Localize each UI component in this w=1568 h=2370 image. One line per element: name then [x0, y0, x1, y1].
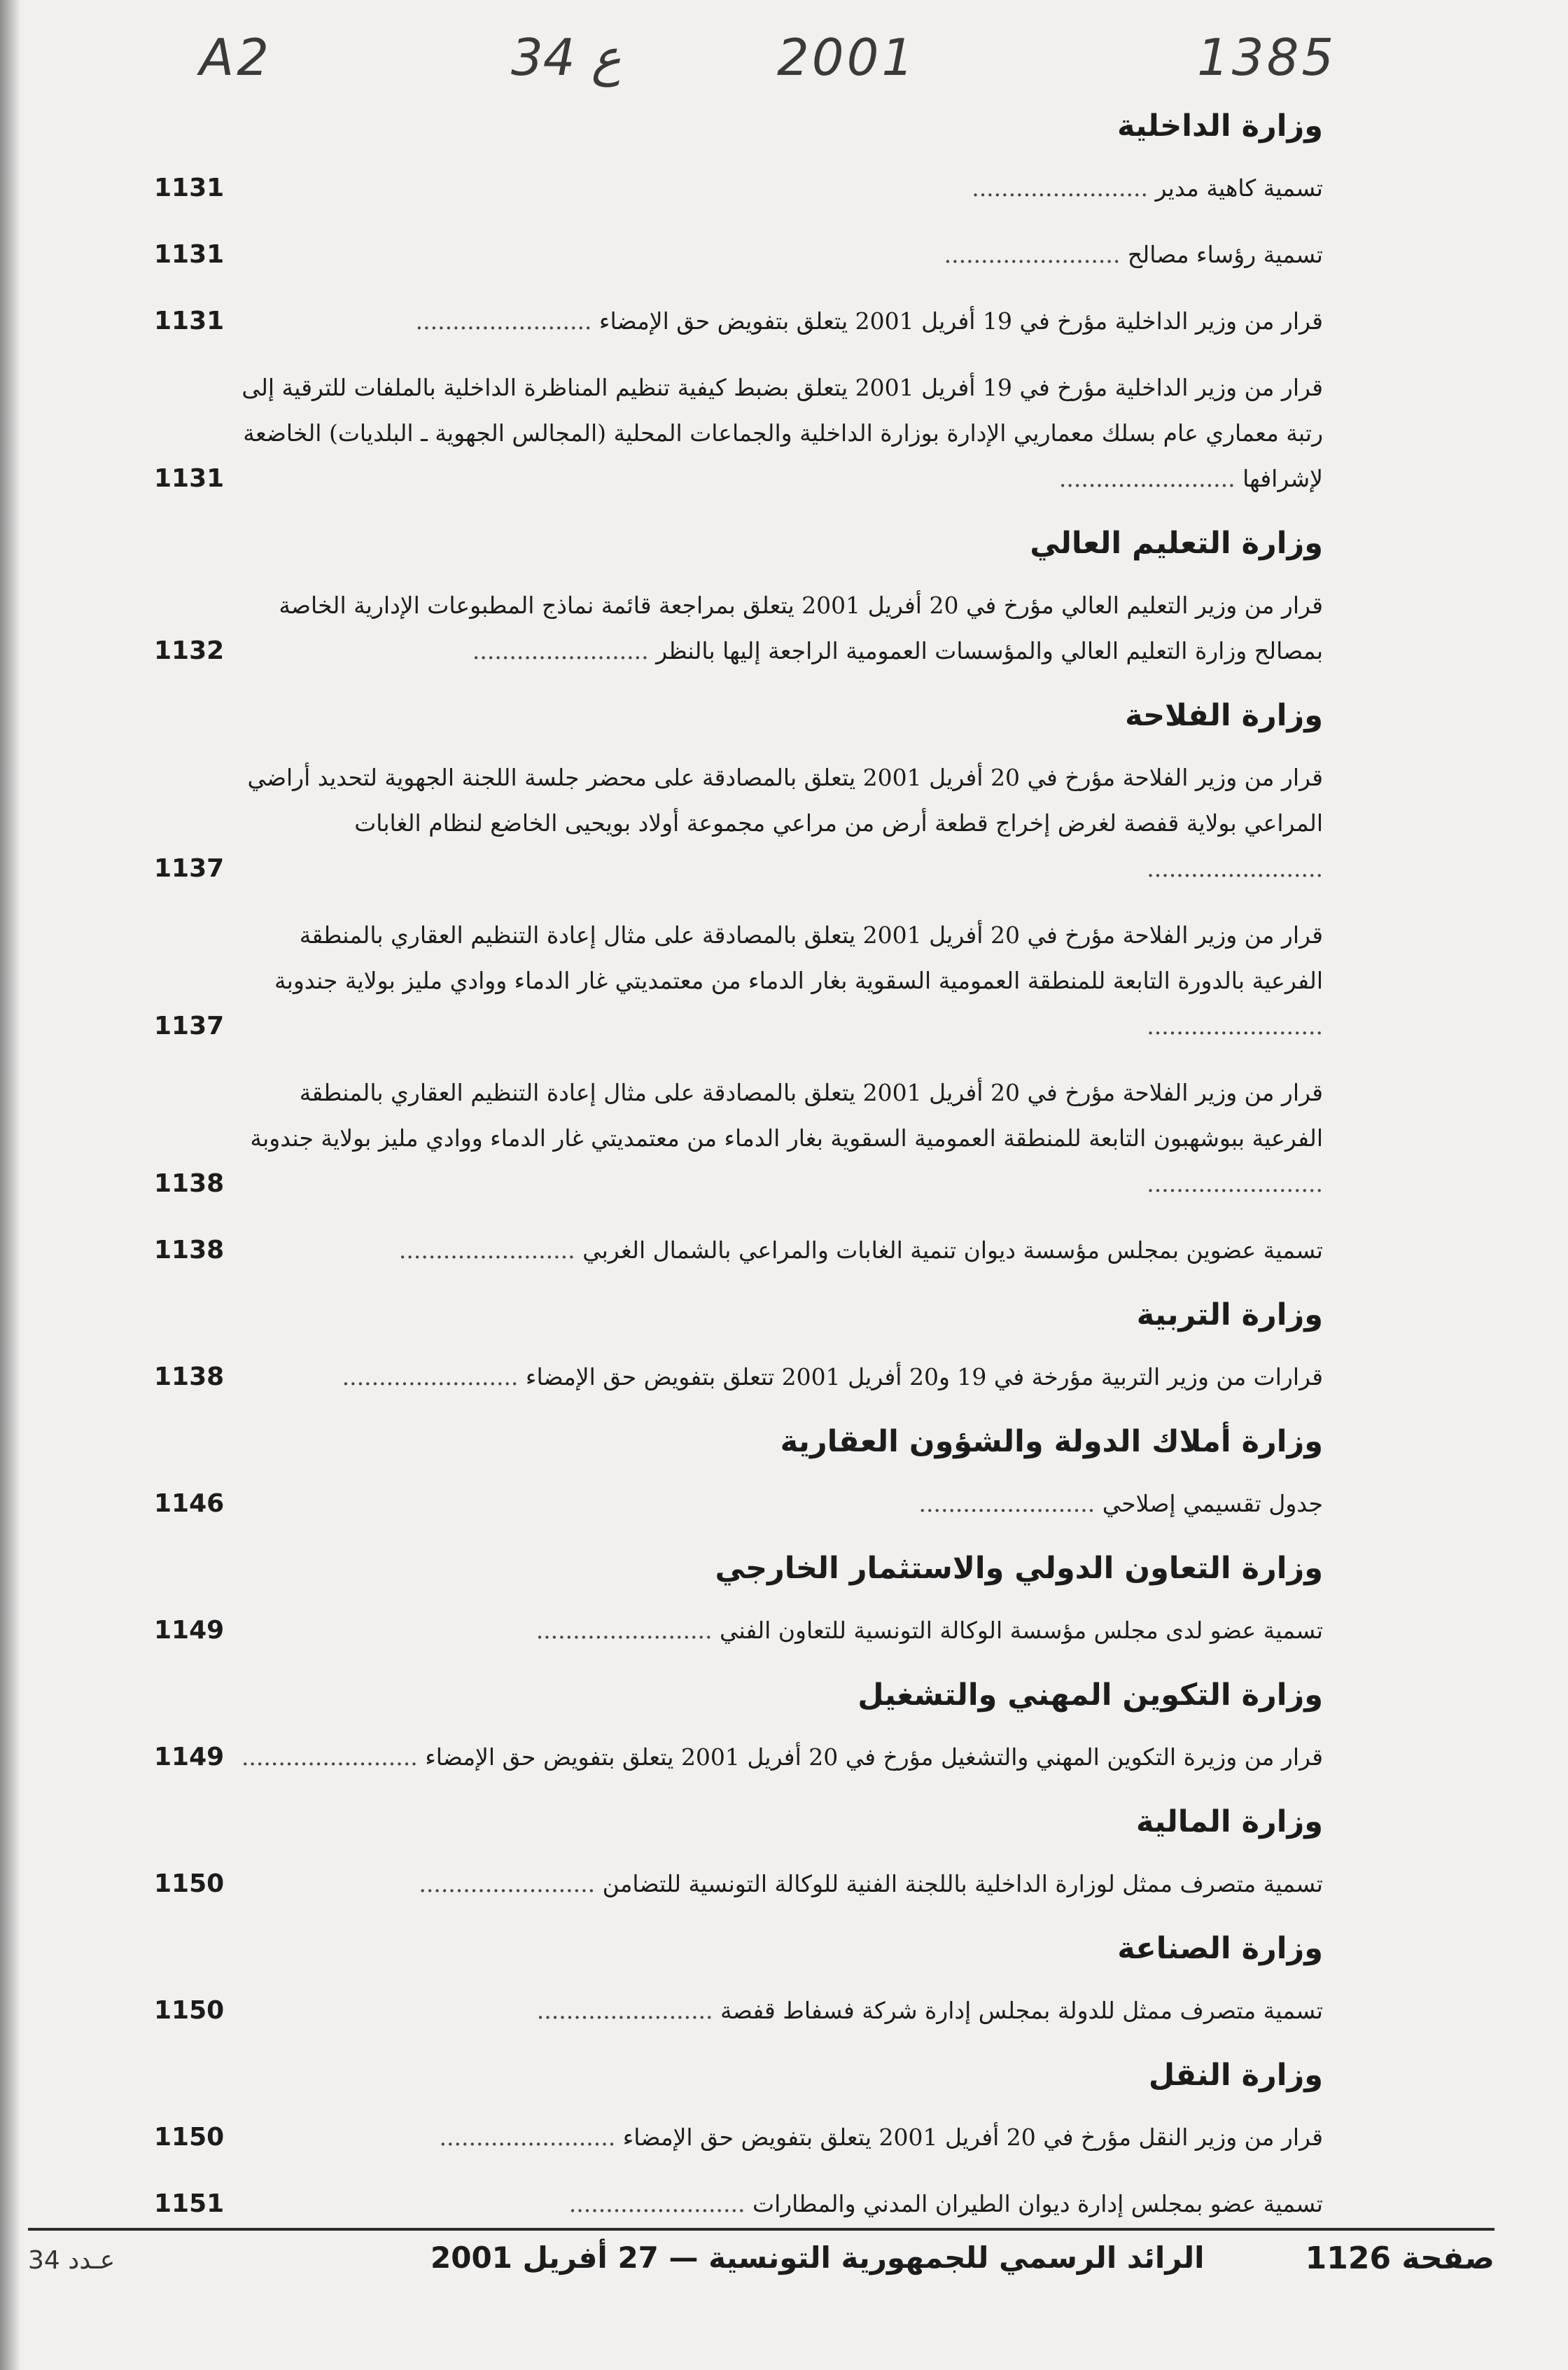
toc-entry — [154, 1481, 1323, 1526]
leader-dots: ........................ — [342, 1363, 526, 1390]
entry-title: قرار من وزير الفلاحة مؤرخ في 20 أفريل 2001 يتعلق بالمصادقة على مثال إعادة التنظيم العقاري بالمنطقة الفرعية بالدورة التابعة للمنطقة العمومية السقوية بغار الدماء من معتمديتي غار الدماء ووادي مليز بولاية جندوبة — [274, 921, 1323, 994]
toc-entry — [154, 1227, 1323, 1273]
leader-dots: ........................ — [1147, 1012, 1323, 1040]
entry-title: قرار من وزير الفلاحة مؤرخ في 20 أفريل 2001 يتعلق بالمصادقة على مثال إعادة التنظيم العقاري بالمنطقة الفرعية ببوشهبون التابعة للمنطقة العمومية السقوية بغار الدماء من معتمديتي غار الدماء ووادي مليز بولاية جندوبة — [250, 1079, 1323, 1152]
section-title: وزارة التعليم العالي — [1030, 526, 1323, 561]
leader-dots: ........................ — [1147, 855, 1323, 882]
entry-text — [238, 232, 1323, 277]
section-title: وزارة النقل — [1148, 2058, 1323, 2093]
handwritten-note-a: A2 — [200, 28, 272, 87]
entry-page-number: 1146 — [154, 1489, 225, 1518]
entry-title: قرار من وزير الداخلية مؤرخ في 19 أفريل 2001 يتعلق بضبط كيفية تنظيم المناظرة الداخلية بالملفات للترقية إلى رتبة معماري عام بسلك معماريي الإدارة بوزارة الداخلية والجماعات المحلية (المجالس الجهوية ـ البلديات) الخاضعة لإشرافها — [241, 374, 1323, 492]
entry-page-number: 1131 — [154, 464, 225, 493]
leader-dots: ........................ — [398, 1236, 583, 1264]
toc-section — [154, 1547, 1323, 1653]
handwritten-note-b: 34 ع — [511, 28, 622, 87]
handwritten-note-d: 1385 — [1197, 28, 1337, 87]
footer-issue-number: عـدد 34 — [28, 2246, 115, 2275]
entry-page-number: 1138 — [154, 1169, 225, 1198]
toc-section — [154, 522, 1323, 674]
leader-dots: ........................ — [918, 1490, 1102, 1517]
entry-text — [238, 912, 1323, 1049]
entry-text — [238, 1070, 1323, 1206]
entry-page-number: 1151 — [154, 2189, 225, 2218]
section-title: وزارة التربية — [1136, 1297, 1323, 1332]
toc-entry — [154, 165, 1323, 211]
entry-text — [238, 2181, 1323, 2226]
entry-page-number: 1137 — [154, 854, 225, 883]
entry-text — [238, 1227, 1323, 1273]
leader-dots: ........................ — [241, 1743, 426, 1771]
leader-dots: ........................ — [568, 2190, 752, 2217]
toc-entry — [154, 583, 1323, 674]
entry-title: قرارات من وزير التربية مؤرخة في 19 و20 أفريل 2001 تتعلق بتفويض حق الإمضاء — [525, 1363, 1323, 1390]
entry-text — [238, 1861, 1323, 1907]
entry-text — [238, 1608, 1323, 1653]
toc-entry — [154, 1070, 1323, 1206]
entry-page-number: 1138 — [154, 1362, 225, 1391]
section-title: وزارة التعاون الدولي والاستثمار الخارجي — [715, 1551, 1323, 1586]
leader-dots: ........................ — [944, 241, 1128, 268]
leader-dots: ........................ — [972, 174, 1156, 202]
section-title: وزارة المالية — [1136, 1804, 1323, 1839]
entry-page-number: 1137 — [154, 1012, 225, 1040]
entry-page-number: 1149 — [154, 1616, 225, 1645]
entry-text — [238, 365, 1323, 501]
entry-title: قرار من وزيرة التكوين المهني والتشغيل مؤرخ في 20 أفريل 2001 يتعلق بتفويض حق الإمضاء — [425, 1743, 1323, 1771]
toc-entry — [154, 2181, 1323, 2226]
toc-entry — [154, 2114, 1323, 2160]
entry-title: قرار من وزير التعليم العالي مؤرخ في 20 أفريل 2001 يتعلق بمراجعة قائمة نماذج المطبوعات الإدارية الخاصة بمصالح وزارة التعليم العالي والمؤسسات العمومية الراجعة إليها بالنظر — [279, 592, 1323, 664]
toc-section — [154, 1421, 1323, 1526]
footer-journal-title: الرائد الرسمي للجمهورية التونسية — 27 أفريل 2001 — [430, 2240, 1205, 2275]
leader-dots: ........................ — [439, 2124, 623, 2151]
entry-text — [238, 755, 1323, 891]
entry-title: قرار من وزير الداخلية مؤرخ في 19 أفريل 2001 يتعلق بتفويض حق الإمضاء — [598, 307, 1323, 335]
toc-entry — [154, 298, 1323, 344]
entry-page-number: 1132 — [154, 636, 225, 665]
toc-entry — [154, 1861, 1323, 1907]
section-title: وزارة الفلاحة — [1125, 698, 1323, 733]
table-of-contents — [154, 105, 1323, 2247]
toc-section — [154, 2054, 1323, 2226]
toc-section — [154, 1674, 1323, 1780]
entry-title: تسمية رؤساء مصالح — [1127, 241, 1323, 268]
leader-dots: ........................ — [419, 1870, 603, 1897]
leader-dots: ........................ — [1147, 1170, 1323, 1197]
entry-title: جدول تقسيمي إصلاحي — [1102, 1490, 1323, 1517]
section-title: وزارة الداخلية — [1117, 109, 1323, 144]
toc-entry — [154, 1988, 1323, 2033]
entry-title: تسمية كاهية مدير — [1155, 174, 1323, 202]
entry-text — [238, 1734, 1323, 1780]
scan-edge-shadow — [0, 0, 21, 2370]
toc-entry — [154, 1354, 1323, 1400]
leader-dots: ........................ — [536, 1997, 721, 2024]
toc-section — [154, 1928, 1323, 2033]
entry-title: قرار من وزير الفلاحة مؤرخ في 20 أفريل 2001 يتعلق بالمصادقة على محضر جلسة اللجنة الجهوية لتحديد أراضي المراعي بولاية قفصة لغرض إخراج قطعة أرض من مراعي مجموعة أولاد بويحيى الخاضع لنظام الغابات — [247, 764, 1323, 837]
toc-section — [154, 1801, 1323, 1907]
section-title: وزارة أملاك الدولة والشؤون العقارية — [780, 1424, 1323, 1459]
entry-page-number: 1138 — [154, 1236, 225, 1264]
entry-text — [238, 1481, 1323, 1526]
footer-page-number: صفحة 1126 — [1305, 2240, 1494, 2276]
handwritten-note-c: 2001 — [777, 28, 917, 87]
section-title: وزارة التكوين المهني والتشغيل — [858, 1678, 1323, 1713]
entry-page-number: 1150 — [154, 1996, 225, 2025]
toc-entry — [154, 365, 1323, 501]
toc-entry — [154, 232, 1323, 277]
entry-page-number: 1131 — [154, 174, 225, 202]
entry-title: تسمية عضو لدى مجلس مؤسسة الوكالة التونسية للتعاون الفني — [719, 1617, 1323, 1644]
entry-text — [238, 583, 1323, 674]
leader-dots: ........................ — [536, 1617, 720, 1644]
entry-title: تسمية عضو بمجلس إدارة ديوان الطيران المدني والمطارات — [752, 2190, 1323, 2217]
toc-section — [154, 695, 1323, 1273]
entry-text — [238, 2114, 1323, 2160]
toc-section — [154, 105, 1323, 501]
toc-section — [154, 1294, 1323, 1400]
entry-page-number: 1131 — [154, 240, 225, 269]
leader-dots: ........................ — [1058, 465, 1243, 492]
entry-text — [238, 298, 1323, 344]
entry-text — [238, 1988, 1323, 2033]
page-footer — [28, 2240, 1494, 2289]
entry-text — [238, 1354, 1323, 1400]
toc-entry — [154, 912, 1323, 1049]
toc-entry — [154, 1734, 1323, 1780]
footer-divider — [28, 2228, 1494, 2231]
entry-title: تسمية متصرف ممثل لوزارة الداخلية باللجنة الفنية للوكالة التونسية للتضامن — [602, 1870, 1323, 1897]
entry-title: قرار من وزير النقل مؤرخ في 20 أفريل 2001 يتعلق بتفويض حق الإمضاء — [622, 2124, 1323, 2151]
entry-text — [238, 165, 1323, 211]
entry-page-number: 1131 — [154, 307, 225, 335]
section-title: وزارة الصناعة — [1117, 1931, 1323, 1966]
entry-page-number: 1150 — [154, 1869, 225, 1898]
leader-dots: ........................ — [472, 637, 657, 664]
entry-page-number: 1149 — [154, 1743, 225, 1771]
leader-dots: ........................ — [415, 307, 599, 335]
entry-title: تسمية عضوين بمجلس مؤسسة ديوان تنمية الغابات والمراعي بالشمال الغربي — [582, 1236, 1323, 1264]
entry-title: تسمية متصرف ممثل للدولة بمجلس إدارة شركة فسفاط قفصة — [720, 1997, 1323, 2024]
toc-entry — [154, 755, 1323, 891]
entry-page-number: 1150 — [154, 2123, 225, 2152]
toc-entry — [154, 1608, 1323, 1653]
